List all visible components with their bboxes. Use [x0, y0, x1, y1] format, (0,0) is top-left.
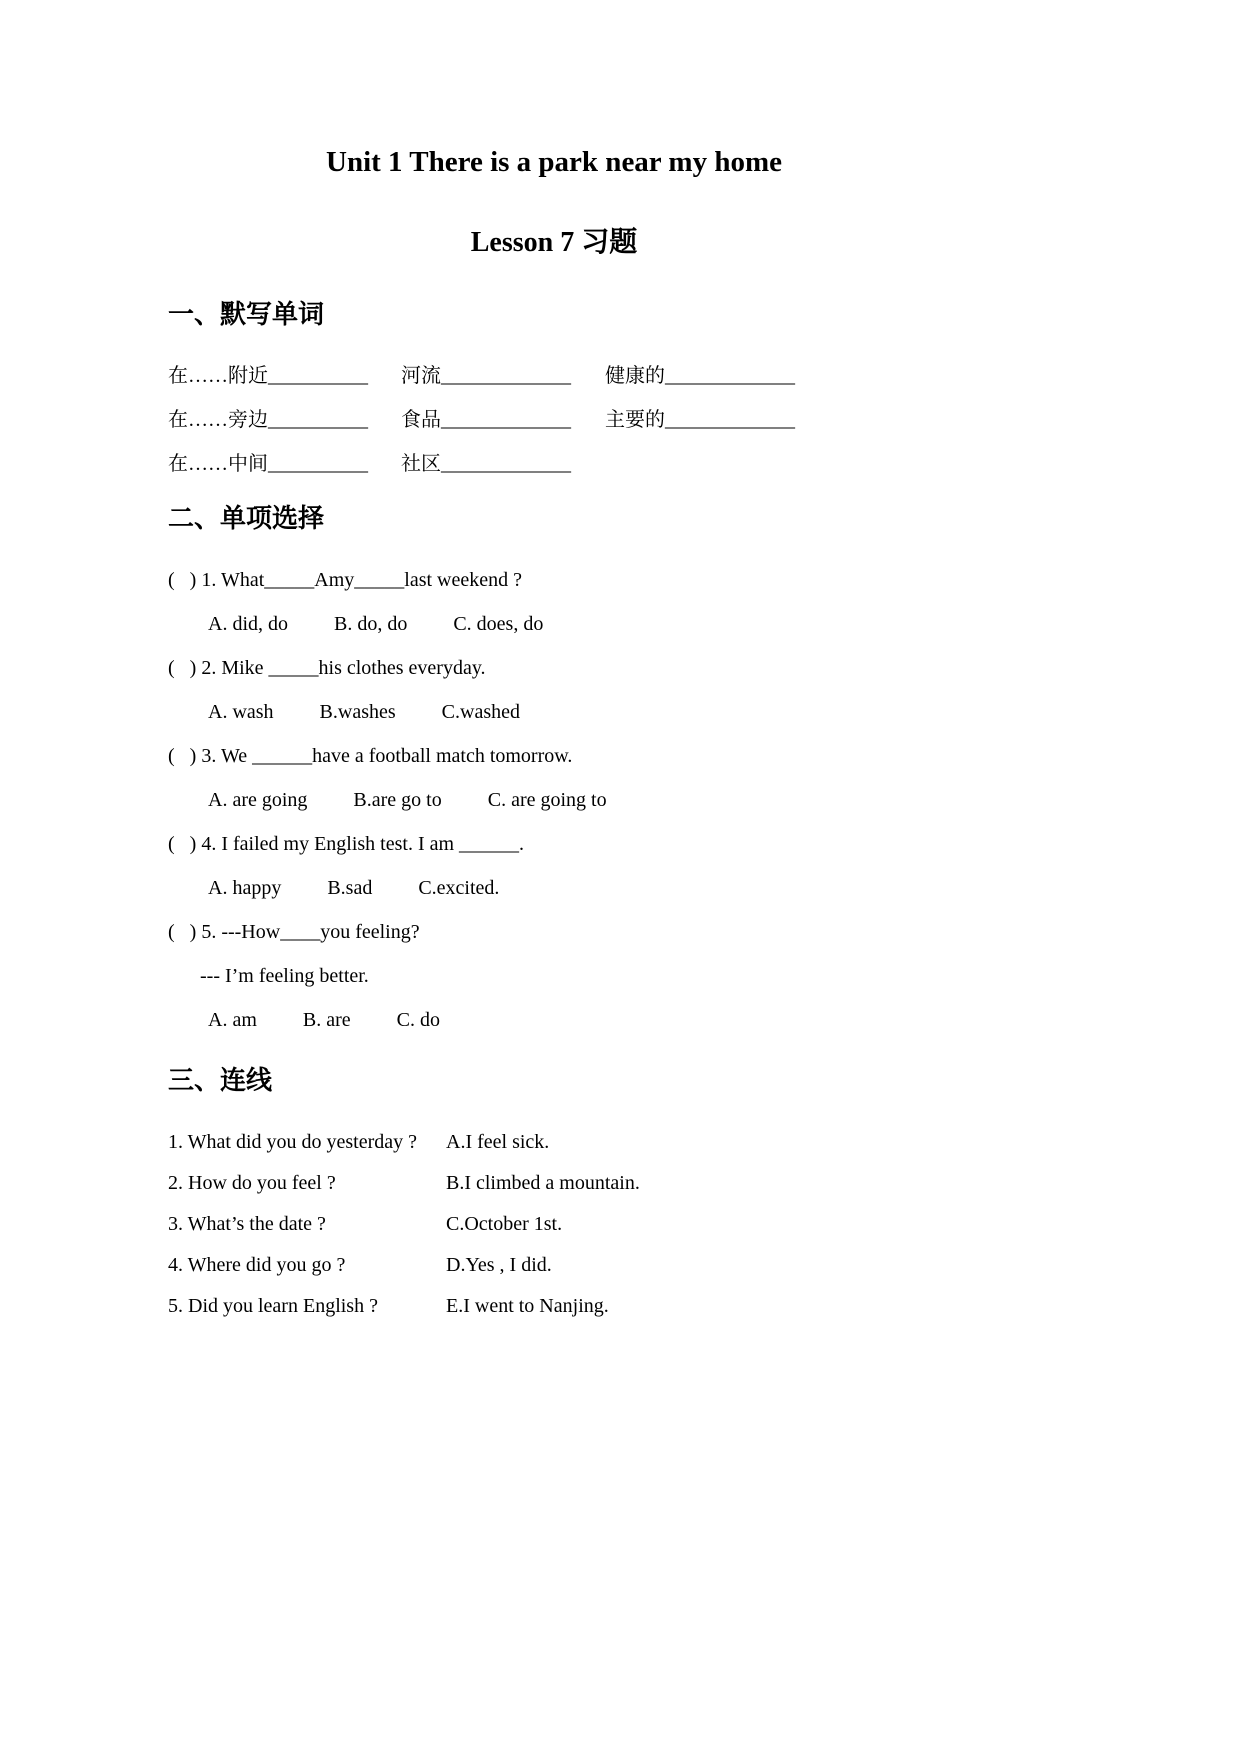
match-row [168, 1286, 1111, 1327]
blank-line: __________ [268, 409, 368, 431]
option-b: B. are [302, 1009, 351, 1031]
page-subtitle: Lesson 7 习题 [470, 227, 638, 258]
vocab-item [605, 398, 1111, 442]
blank-line: _____________ [665, 365, 795, 387]
match-right: E.I went to Nanjing. [446, 1295, 609, 1317]
option-b: B. do, do [334, 613, 408, 635]
blank-line: _____________ [441, 453, 571, 475]
blank-line: _____________ [441, 409, 571, 431]
section-one-heading: 一、默写单词 [168, 300, 325, 329]
vocab-item [401, 442, 605, 486]
question-stem: ( ) 2. Mike _____his clothes everyday. [168, 657, 486, 679]
match-row [168, 1245, 1111, 1286]
blank-line: _____________ [665, 409, 795, 431]
option-b: B.are go to [353, 789, 442, 811]
vocab-label: 食品 [401, 409, 441, 431]
option-b: B.sad [327, 877, 373, 899]
question-stem: ( ) 1. What_____Amy_____last weekend ? [168, 569, 522, 591]
match-row [168, 1163, 1111, 1204]
match-left: 2. How do you feel ? [168, 1172, 336, 1194]
option-a: A. wash [208, 701, 274, 723]
vocab-label: 社区 [401, 453, 441, 475]
vocab-label: 在……中间 [168, 453, 268, 475]
vocab-item [168, 442, 401, 486]
option-a: A. happy [208, 877, 282, 899]
title-block [168, 145, 940, 260]
blank-line: _____________ [441, 365, 571, 387]
vocab-label: 在……附近 [168, 365, 268, 387]
question-options [168, 602, 1111, 646]
section-two-heading: 二、单项选择 [168, 504, 325, 533]
vocab-label: 主要的 [605, 409, 665, 431]
vocab-label: 河流 [401, 365, 441, 387]
option-c: C.excited. [418, 877, 500, 899]
match-left: 4. Where did you go ? [168, 1254, 346, 1276]
option-c: C. do [396, 1009, 440, 1031]
match-right: D.Yes , I did. [446, 1254, 552, 1276]
question-reply: --- I’m feeling better. [200, 965, 369, 987]
question-options [168, 998, 1111, 1042]
blank-line: __________ [268, 453, 368, 475]
question-stem: ( ) 4. I failed my English test. I am ______. [168, 833, 525, 855]
match-row [168, 1122, 1111, 1163]
match-left: 3. What’s the date ? [168, 1213, 326, 1235]
match-right: A.I feel sick. [446, 1131, 550, 1153]
vocab-item [168, 354, 401, 398]
vocab-dictation-grid [168, 354, 1111, 486]
option-a: A. am [208, 1009, 257, 1031]
vocab-item [401, 398, 605, 442]
vocab-label: 在……旁边 [168, 409, 268, 431]
match-left: 1. What did you do yesterday ? [168, 1131, 418, 1153]
match-right: B.I climbed a mountain. [446, 1172, 640, 1194]
vocab-item [605, 354, 1111, 398]
page-title: Unit 1 There is a park near my home [326, 146, 782, 178]
vocab-label: 健康的 [605, 365, 665, 387]
blank-line: __________ [268, 365, 368, 387]
match-left: 5. Did you learn English ? [168, 1295, 378, 1317]
question-options [168, 690, 1111, 734]
option-b: B.washes [319, 701, 396, 723]
question-stem: ( ) 3. We ______have a football match tomorrow. [168, 745, 573, 767]
option-a: A. did, do [208, 613, 288, 635]
question-options [168, 778, 1111, 822]
multiple-choice-list [168, 558, 1111, 1042]
question-options [168, 866, 1111, 910]
section-three-heading: 三、连线 [168, 1066, 273, 1095]
match-right: C.October 1st. [446, 1213, 563, 1235]
option-c: C.washed [441, 701, 520, 723]
match-row [168, 1204, 1111, 1245]
option-a: A. are going [208, 789, 308, 811]
vocab-item [168, 398, 401, 442]
vocab-item [401, 354, 605, 398]
option-c: C. does, do [453, 613, 544, 635]
option-c: C. are going to [487, 789, 607, 811]
matching-list [168, 1122, 1111, 1327]
question-stem: ( ) 5. ---How____you feeling? [168, 921, 420, 943]
